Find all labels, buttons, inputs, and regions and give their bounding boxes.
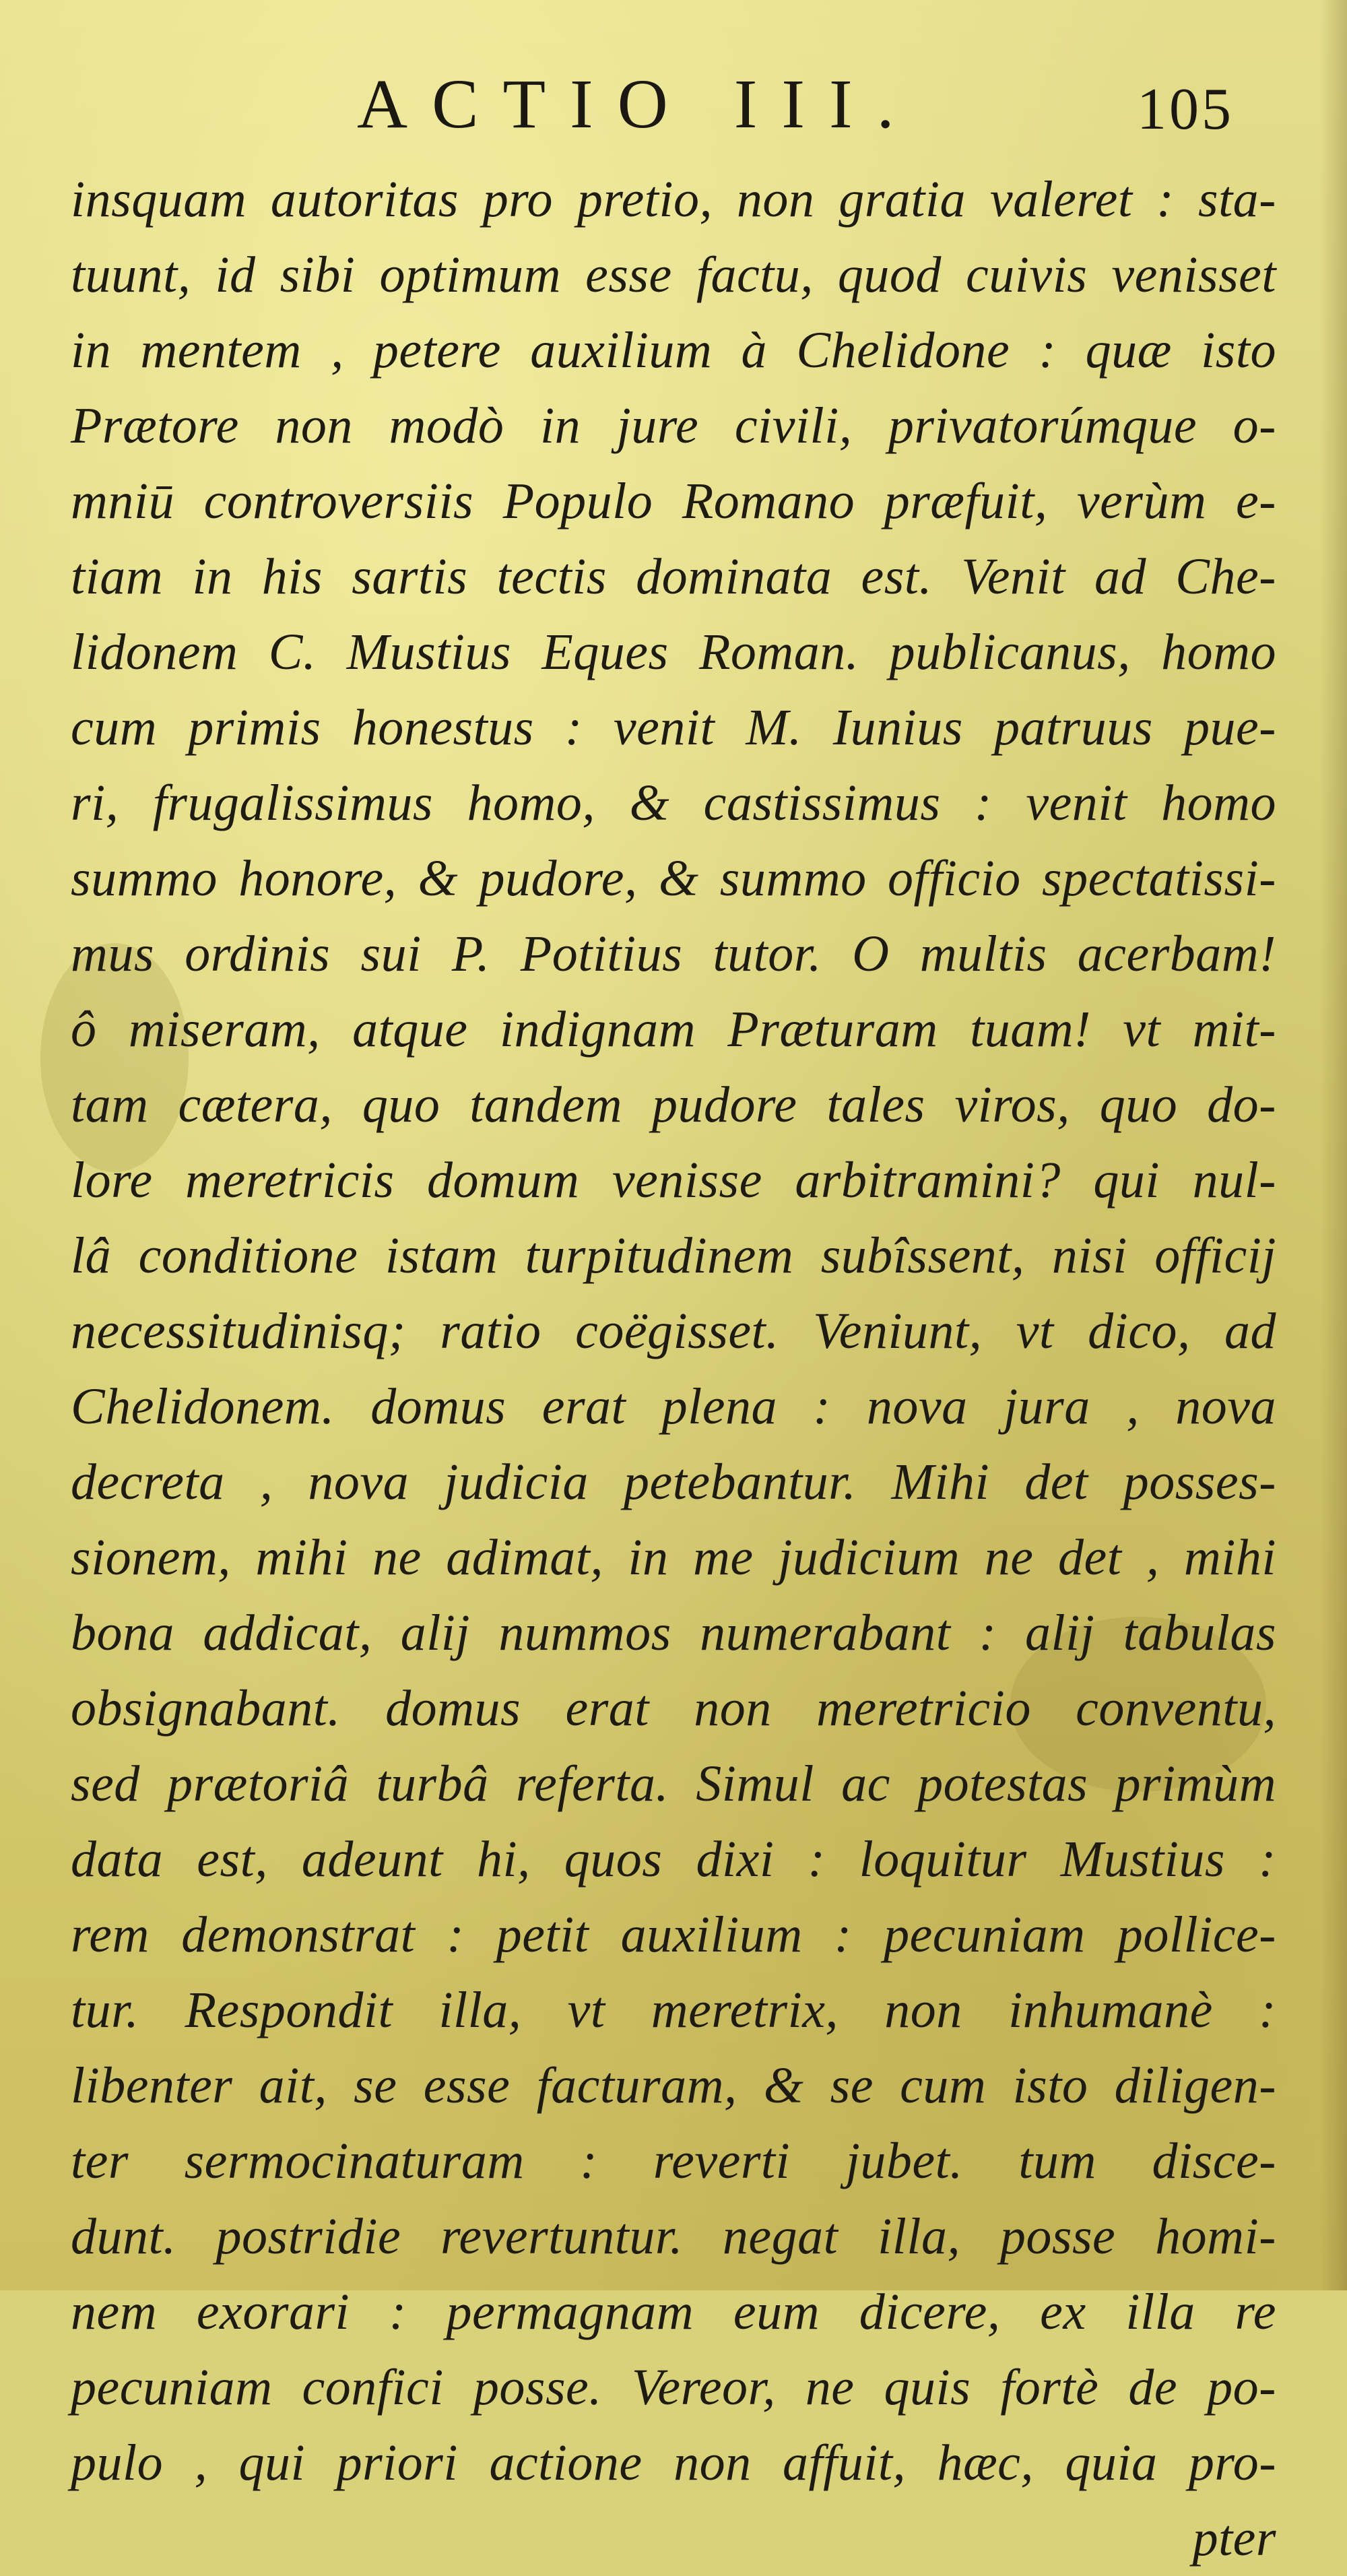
text-line: Prætore non modò in jure civili, privatorúmque o-: [71, 397, 1276, 454]
text-line: sionem, mihi ne adimat, in me judicium ne det , mihi: [71, 1529, 1276, 1586]
text-line: sed prætoriâ turbâ referta. Simul ac potestas primùm: [71, 1756, 1276, 1812]
text-line: decreta , nova judicia petebantur. Mihi det posses-: [71, 1454, 1276, 1510]
text-line: tuunt, id sibi optimum esse factu, quod cuivis venisset: [71, 247, 1276, 303]
page-header: [0, 61, 1347, 148]
text-line: mniū controversiis Populo Romano præfuit, verùm e-: [71, 473, 1276, 529]
text-line: nem exorari : permagnam eum dicere, ex illa re: [71, 2284, 1276, 2340]
page-edge-shadow: [1320, 0, 1347, 2290]
text-line: lâ conditione istam turpitudinem subîssent, nisi officij: [71, 1227, 1276, 1284]
text-line: libenter ait, se esse facturam, & se cum isto diligen-: [71, 2057, 1276, 2114]
text-line: data est, adeunt hi, quos dixi : loquitur Mustius :: [71, 1831, 1276, 1888]
text-line: ter sermocinaturam : reverti jubet. tum disce-: [71, 2133, 1276, 2189]
text-line: cum primis honestus : venit M. Iunius patruus pue-: [71, 699, 1276, 756]
text-line: rem demonstrat : petit auxilium : pecuniam pollice-: [71, 1906, 1276, 1963]
text-line: tiam in his sartis tectis dominata est. Venit ad Che-: [71, 548, 1276, 605]
text-line: insquam autoritas pro pretio, non gratia valeret : sta-: [71, 171, 1276, 228]
text-line: dunt. postridie revertuntur. negat illa, posse homi-: [71, 2208, 1276, 2265]
text-line: tam cætera, quo tandem pudore tales viros, quo do-: [71, 1076, 1276, 1133]
text-line: necessitudinisq; ratio coëgisset. Veniunt, vt dico, ad: [71, 1303, 1276, 1359]
text-line: ô miseram, atque indignam Præturam tuam! vt mit-: [71, 1001, 1276, 1058]
text-line: obsignabant. domus erat non meretricio conventu,: [71, 1680, 1276, 1737]
text-line: pulo , qui priori actione non affuit, hæc, quia pro-: [71, 2435, 1276, 2491]
text-line: mus ordinis sui P. Potitius tutor. O multis acerbam!: [71, 926, 1276, 982]
text-line: pecuniam confici posse. Vereor, ne quis fortè de po-: [71, 2359, 1276, 2416]
text-line: summo honore, & pudore, & summo officio spectatissi-: [71, 850, 1276, 907]
text-line: lore meretricis domum venisse arbitramini? qui nul-: [71, 1152, 1276, 1209]
page-number: 105: [1137, 77, 1234, 142]
catchword: pter: [1192, 2510, 1276, 2567]
text-line: in mentem , petere auxilium à Chelidone : quæ isto: [71, 322, 1276, 379]
text-block: [71, 162, 1276, 2576]
text-line: ri, frugalissimus homo, & castissimus : venit homo: [71, 775, 1276, 831]
text-line: lidonem C. Mustius Eques Roman. publicanus, homo: [71, 624, 1276, 680]
text-line: tur. Respondit illa, vt meretrix, non inhumanè :: [71, 1982, 1276, 2038]
text-line: Chelidonem. domus erat plena : nova jura , nova: [71, 1378, 1276, 1435]
text-line: bona addicat, alij nummos numerabant : alij tabulas: [71, 1605, 1276, 1661]
running-title: ACTIO III.: [357, 65, 919, 143]
